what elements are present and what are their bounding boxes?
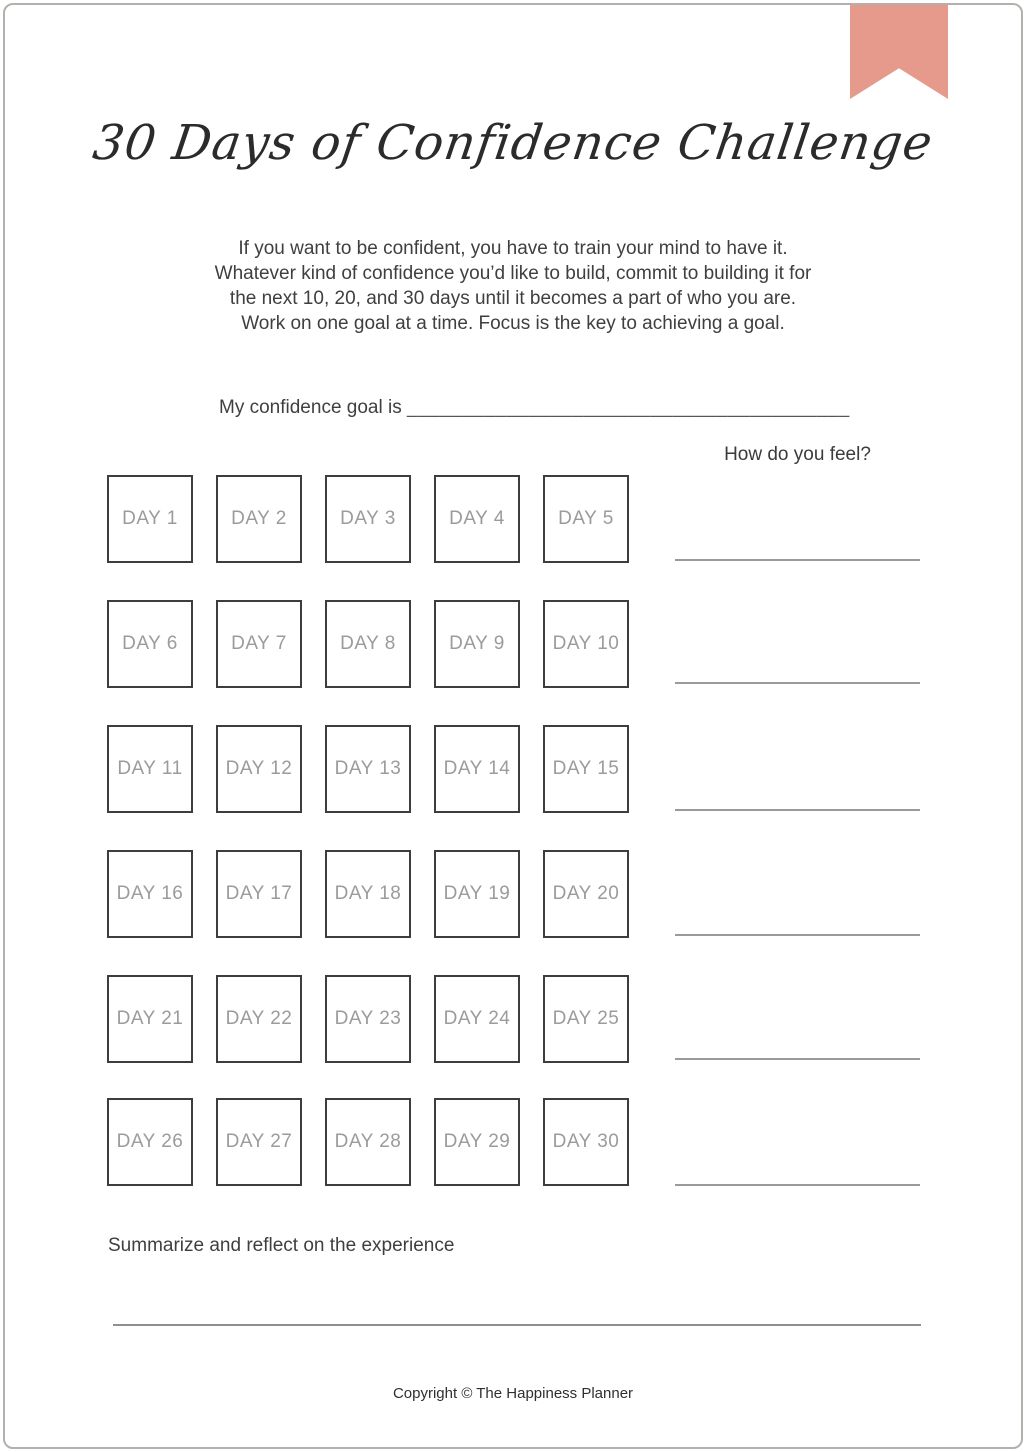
day-grid-row: [107, 600, 629, 688]
day-label: DAY 7: [231, 633, 287, 654]
day-label: DAY 28: [334, 1131, 402, 1152]
feel-line[interactable]: [675, 1184, 920, 1186]
goal-label: My confidence goal is: [219, 397, 402, 418]
day-label: DAY 16: [116, 883, 184, 904]
intro-line: Whatever kind of confidence you’d like to build, commit to building it for: [214, 263, 812, 284]
day-label: DAY 15: [552, 758, 620, 779]
day-grid-row: [107, 975, 629, 1063]
day-grid-row: [107, 475, 629, 563]
day-grid-row: [107, 725, 629, 813]
day-box[interactable]: [434, 850, 520, 938]
day-label: DAY 19: [443, 883, 511, 904]
day-label: DAY 22: [225, 1008, 293, 1029]
day-box[interactable]: [434, 1098, 520, 1186]
day-box[interactable]: [434, 975, 520, 1063]
day-label: DAY 14: [443, 758, 511, 779]
day-label: DAY 2: [231, 508, 287, 529]
day-label: DAY 24: [443, 1008, 511, 1029]
day-box[interactable]: [107, 475, 193, 563]
intro-line: Work on one goal at a time. Focus is the key to achieving a goal.: [241, 313, 785, 334]
day-box[interactable]: [216, 725, 302, 813]
day-box[interactable]: [543, 850, 629, 938]
day-label: DAY 21: [116, 1008, 184, 1029]
bookmark-ribbon-icon: [850, 3, 948, 99]
day-box[interactable]: [107, 600, 193, 688]
day-grid-row: [107, 1098, 629, 1186]
day-box[interactable]: [107, 975, 193, 1063]
feel-line[interactable]: [675, 559, 920, 561]
day-label: DAY 3: [340, 508, 396, 529]
day-label: DAY 18: [334, 883, 402, 904]
day-box[interactable]: [434, 600, 520, 688]
planner-page: [3, 3, 1023, 1449]
page-title: 30 Days of Confidence Challenge: [89, 115, 937, 171]
day-label: DAY 4: [449, 508, 505, 529]
day-box[interactable]: [325, 850, 411, 938]
day-box[interactable]: [434, 475, 520, 563]
day-box[interactable]: [543, 600, 629, 688]
copyright-text: Copyright © The Happiness Planner: [392, 1385, 634, 1402]
day-grid-row: [107, 850, 629, 938]
intro-line: If you want to be confident, you have to train your mind to have it.: [238, 238, 788, 259]
day-box[interactable]: [325, 600, 411, 688]
day-label: DAY 1: [122, 508, 178, 529]
day-box[interactable]: [107, 725, 193, 813]
day-label: DAY 11: [117, 758, 183, 779]
day-label: DAY 29: [443, 1131, 511, 1152]
day-box[interactable]: [543, 475, 629, 563]
feel-header: How do you feel?: [724, 444, 871, 465]
day-label: DAY 5: [558, 508, 614, 529]
feel-line[interactable]: [675, 682, 920, 684]
day-box[interactable]: [434, 725, 520, 813]
day-label: DAY 30: [552, 1131, 620, 1152]
goal-blank-line[interactable]: ________________________________________: [407, 397, 850, 418]
feel-line[interactable]: [675, 809, 920, 811]
day-label: DAY 9: [449, 633, 505, 654]
feel-line[interactable]: [675, 1058, 920, 1060]
summary-label: Summarize and reflect on the experience: [108, 1235, 455, 1256]
day-box[interactable]: [216, 475, 302, 563]
day-box[interactable]: [216, 600, 302, 688]
day-label: DAY 13: [334, 758, 402, 779]
day-box[interactable]: [107, 850, 193, 938]
day-box[interactable]: [216, 975, 302, 1063]
confidence-goal-row: [219, 397, 850, 419]
day-label: DAY 27: [225, 1131, 293, 1152]
summary-line[interactable]: [113, 1324, 921, 1326]
day-label: DAY 6: [122, 633, 178, 654]
day-label: DAY 17: [225, 883, 293, 904]
day-box[interactable]: [325, 725, 411, 813]
day-box[interactable]: [107, 1098, 193, 1186]
day-box[interactable]: [543, 1098, 629, 1186]
day-label: DAY 10: [552, 633, 620, 654]
intro-line: the next 10, 20, and 30 days until it becomes a part of who you are.: [229, 288, 797, 309]
feel-line[interactable]: [675, 934, 920, 936]
day-label: DAY 20: [552, 883, 620, 904]
intro-paragraph: [5, 236, 1021, 336]
day-box[interactable]: [325, 975, 411, 1063]
day-box[interactable]: [216, 850, 302, 938]
day-label: DAY 12: [225, 758, 293, 779]
day-box[interactable]: [543, 725, 629, 813]
day-box[interactable]: [325, 1098, 411, 1186]
day-box[interactable]: [216, 1098, 302, 1186]
day-label: DAY 26: [116, 1131, 184, 1152]
day-label: DAY 8: [340, 633, 396, 654]
day-box[interactable]: [325, 475, 411, 563]
day-box[interactable]: [543, 975, 629, 1063]
day-label: DAY 25: [552, 1008, 620, 1029]
day-label: DAY 23: [334, 1008, 402, 1029]
